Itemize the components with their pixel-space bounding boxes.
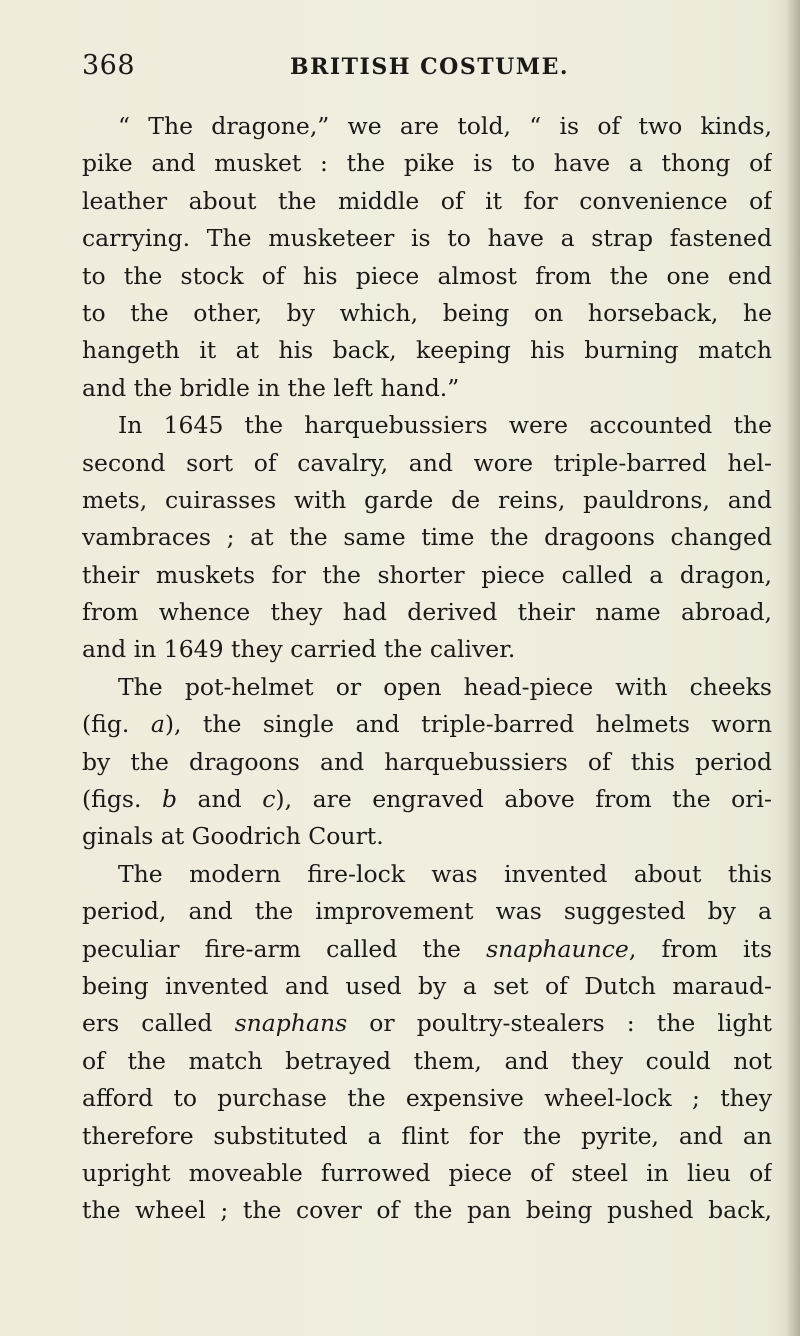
text-line: second sort of cavalry, and wore triple-barred hel- <box>82 448 772 477</box>
text-line: their muskets for the shorter piece called a dragon, <box>82 560 772 589</box>
text-line: to the other, by which, being on horseback, he <box>82 298 772 327</box>
text-line: to the stock of his piece almost from the one end <box>82 261 772 290</box>
text-line: by the dragoons and harquebussiers of this period <box>82 747 772 776</box>
text-line: upright moveable furrowed piece of steel in lieu of <box>82 1158 772 1187</box>
text-line: the wheel ; the cover of the pan being pushed back, <box>82 1196 772 1225</box>
text-line: period, and the improvement was suggested by a <box>82 897 772 926</box>
text-line: pike and musket : the pike is to have a thong of <box>82 149 772 178</box>
text-line: The pot-helmet or open head-piece with cheeks <box>118 672 772 701</box>
text-line: being invented and used by a set of Dutch maraud- <box>82 971 772 1000</box>
text-line: therefore substituted a flint for the pyrite, and an <box>82 1121 772 1150</box>
text-line: (figs. b and c), are engraved above from the ori- <box>82 785 772 814</box>
page-header <box>82 50 772 90</box>
text-line: afford to purchase the expensive wheel-lock ; they <box>82 1084 772 1113</box>
page-edge-shadow <box>786 0 800 1336</box>
text-line: (fig. a), the single and triple-barred helmets worn <box>82 710 772 739</box>
text-line: “ The dragone,” we are told, “ is of two kinds, <box>118 112 772 140</box>
text-line: and in 1649 they carried the caliver. <box>82 635 516 664</box>
page-number: 368 <box>82 50 136 81</box>
text-line: carrying. The musketeer is to have a strap fastened <box>82 224 772 253</box>
text-line: of the match betrayed them, and they could not <box>82 1046 772 1075</box>
text-line: In 1645 the harquebussiers were accounted the <box>118 411 772 440</box>
text-line: peculiar fire-arm called the snaphaunce, from its <box>82 934 772 963</box>
body-text <box>82 108 772 1230</box>
text-line: vambraces ; at the same time the dragoons changed <box>82 523 772 552</box>
text-line: and the bridle in the left hand.” <box>82 373 460 402</box>
text-line: mets, cuirasses with garde de reins, pauldrons, and <box>82 485 772 514</box>
text-line: ers called snaphans or poultry-stealers : the light <box>82 1009 772 1038</box>
text-line: The modern fire-lock was invented about this <box>118 859 772 888</box>
running-head: BRITISH COSTUME. <box>290 54 570 80</box>
text-line: leather about the middle of it for convenience of <box>82 186 772 215</box>
text-line: hangeth it at his back, keeping his burning match <box>82 336 772 365</box>
text-line: ginals at Goodrich Court. <box>82 822 384 851</box>
text-line: from whence they had derived their name abroad, <box>82 598 772 627</box>
